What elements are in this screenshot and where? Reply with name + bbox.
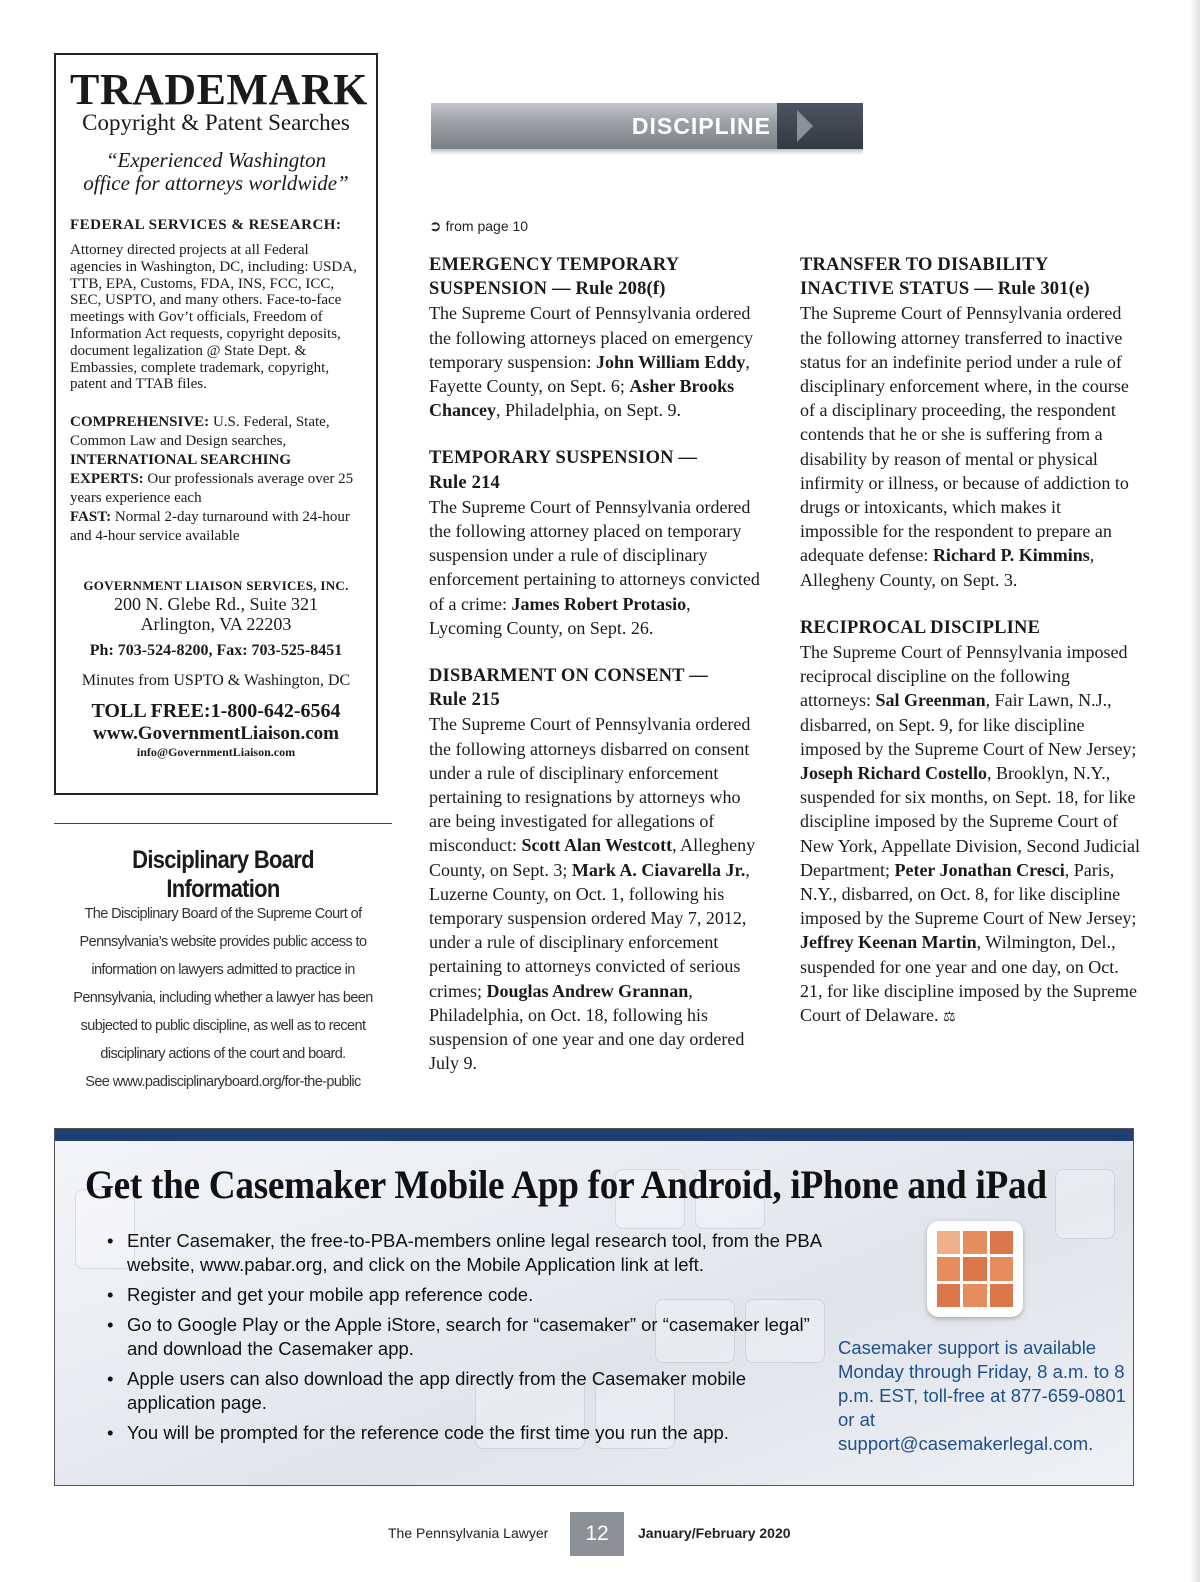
- list-item: • Apple users can also download the app directly from the Casemaker mobile application page.: [105, 1367, 825, 1415]
- reciprocal-heading: RECIPROCAL DISCIPLINE: [800, 617, 1041, 638]
- from-page-text: from page 10: [445, 218, 529, 234]
- temporary-head-text: TEMPORARY SUSPENSION —: [429, 448, 698, 469]
- discipline-banner: [431, 97, 863, 155]
- footer-issue: January/February 2020: [638, 1525, 791, 1541]
- attorney-name: John William Eddy: [595, 351, 746, 372]
- ad-phone: Ph: 703-524-8200, Fax: 703-525-8451: [89, 642, 343, 660]
- disciplinary-board-body: The Disciplinary Board of the Supreme Court of Pennsylvania’s website provides public access to information on lawyers admitted to practice in Pennsylvania, including whether a lawyer has been subjected to public discipline, as well as to recent disciplinary actions of the court and board.: [73, 906, 373, 1062]
- body-text: , Philadelphia, on Sept. 9.: [496, 400, 681, 421]
- ad-top-bar: [55, 1129, 1133, 1141]
- disciplinary-board-title: Disciplinary Board Information: [132, 846, 314, 903]
- attorney-name: Scott Alan Westcott: [521, 835, 673, 856]
- list-item: • Go to Google Play or the Apple iStore, search for “casemaker” or “casemaker legal” and download the Casemaker app.: [105, 1313, 825, 1361]
- transfer-body: [800, 301, 1140, 591]
- ad-international-label: INTERNATIONAL SEARCHING EXPERTS:: [70, 452, 292, 488]
- ad-company-name: GOVERNMENT LIAISON SERVICES, INC.: [83, 578, 349, 594]
- ad-toll-free: TOLL FREE:1-800-642-6564: [91, 700, 341, 723]
- body-text: , Philadelphia, on Oct. 18, following his suspension of one year and one day ordered July 9.: [429, 980, 745, 1074]
- body-text: The Supreme Court of Pennsylvania ordered the following attorneys placed on emergency temporary suspension:: [429, 303, 754, 372]
- emergency-body: [429, 301, 765, 422]
- left-divider: [54, 823, 392, 824]
- body-text: The Supreme Court of Pennsylvania ordered the following attorney transferred to inactive status for an indefinite period under a rule of disciplinary enforcement where, in the course of a disciplinary proceeding, the respondent contends that he or she is suffering from a disability by reason of mental or physical infirmity or illness, or because of addiction to drugs or intoxicants, which makes it impossible for the respondent to prepare an adequate defense:: [800, 303, 1129, 566]
- scales-end-icon: ⚖: [942, 1010, 956, 1026]
- casemaker-support-text: Casemaker support is available Monday through Friday, 8 a.m. to 8 p.m. EST, toll-free at 877-659-0801 or at support@casemakerlegal.com.: [838, 1337, 1126, 1454]
- ad-fast-label: FAST:: [70, 509, 112, 526]
- disbarment-head-text: DISBARMENT ON CONSENT —: [429, 666, 708, 687]
- body-text: , Allegheny County, on Sept. 3;: [429, 835, 756, 880]
- list-item: • You will be prompted for the reference code the first time you run the app.: [105, 1421, 825, 1445]
- disbarment-heading: [429, 664, 765, 712]
- banner-shadow: [431, 149, 863, 155]
- ad-federal-heading: FEDERAL SERVICES & RESEARCH:: [70, 217, 342, 233]
- ad-minutes: Minutes from USPTO & Washington, DC: [81, 672, 351, 690]
- page-edge-shadow: [1190, 0, 1200, 1582]
- footer-publication: The Pennsylvania Lawyer: [388, 1525, 549, 1541]
- emergency-head-text: EMERGENCY TEMPORARY SUSPENSION: [429, 255, 679, 300]
- ad-federal-text: Attorney directed projects at all Federal agencies in Washington, DC, including: USDA, TTB, EPA, Customs, FDA, INS, FCC, ICC, SEC, USPTO, and many others. Face-to-face meetings with Gov’t officials, Freedom of Information Act requests, copyright deposits, document legalization @ State Dept. & Embassies, complete trademark, copyright, patent and TTAB files.: [70, 242, 357, 393]
- body-text: , Paris, N.Y., disbarred, on Oct. 8, for like discipline imposed by the Supreme Court of New Jersey;: [800, 859, 1137, 929]
- banner-tail: [777, 103, 863, 149]
- attorney-name: James Robert Protasio: [511, 593, 687, 614]
- attorney-name: Richard P. Kimmins: [932, 545, 1090, 566]
- continued-from: [429, 217, 528, 235]
- body-text: The Supreme Court of Pennsylvania ordered the following attorney placed on temporary suspension under a rule of disciplinary enforcement pertaining to attorneys convicted of a crime:: [429, 496, 760, 614]
- article-column-right: [800, 253, 1140, 1030]
- ad-address-line2: Arlington, VA 22203: [140, 614, 292, 635]
- ad-title: TRADEMARK: [70, 65, 368, 114]
- temporary-heading: [429, 446, 765, 494]
- emergency-rule: — Rule 208(f): [552, 279, 666, 300]
- body-text: , Wilmington, Del., suspended for one year and one day, on Oct. 21, for like discipline imposed by the Supreme Court of Delaware.: [800, 932, 1137, 1026]
- transfer-head-text: TRANSFER TO DISABILITY INACTIVE STATUS: [800, 255, 1048, 300]
- ad-services-list: [70, 413, 362, 546]
- banner-title: DISCIPLINE: [631, 113, 771, 139]
- body-text: The Supreme Court of Pennsylvania ordered the following attorneys disbarred on consent under a rule of disciplinary enforcement pertaining to resignations by attorneys who are being investigated for allegations of misconduct:: [429, 714, 751, 856]
- attorney-name: Mark A. Ciavarella Jr.: [571, 859, 746, 880]
- keyboard-key-decor: [1055, 1169, 1115, 1239]
- disciplinary-board-link[interactable]: See www.padisciplinaryboard.org/for-the-public: [85, 1074, 361, 1090]
- curved-arrow-icon: ➲: [429, 218, 442, 235]
- attorney-name: Asher Brooks Chancey: [429, 376, 735, 421]
- list-item: • Enter Casemaker, the free-to-PBA-members online legal research tool, from the PBA website, www.pabar.org, and click on the Mobile Application link at left.: [105, 1229, 825, 1277]
- body-text: , Fayette County, on Sept. 6;: [429, 351, 750, 397]
- footer-page-number: 12: [570, 1512, 624, 1556]
- body-text: , Fair Lawn, N.J., disbarred, on Sept. 9, for like discipline imposed by the Supreme Court of New Jersey;: [800, 690, 1137, 759]
- trademark-ad: [54, 53, 378, 795]
- emergency-heading: [429, 253, 765, 301]
- casemaker-app-icon: [927, 1221, 1023, 1317]
- chevron-right-icon: [797, 110, 813, 142]
- attorney-name: Douglas Andrew Grannan: [486, 980, 689, 1001]
- ad-email-link[interactable]: info@GovernmentLiaison.com: [136, 745, 296, 760]
- attorney-name: Jeffrey Keenan Martin: [800, 932, 977, 953]
- ad-subtitle: Copyright & Patent Searches: [82, 110, 350, 135]
- attorney-name: Joseph Richard Costello: [800, 763, 988, 784]
- transfer-heading: [800, 253, 1140, 301]
- disbarment-rule: Rule 215: [429, 690, 500, 711]
- reciprocal-body: [800, 640, 1140, 1030]
- casemaker-ad: [54, 1128, 1134, 1486]
- body-text: The Supreme Court of Pennsylvania imposed reciprocal discipline on the following attorneys:: [800, 642, 1128, 711]
- body-text: , Lycoming County, on Sept. 26.: [429, 593, 691, 638]
- ad-fast-text: Normal 2-day turnaround with 24-hour and 4-hour service available: [70, 509, 350, 545]
- transfer-rule: — Rule 301(e): [974, 279, 1090, 300]
- ad-comprehensive-text: U.S. Federal, State, Common Law and Design searches,: [70, 414, 330, 450]
- ad-website-link[interactable]: www.GovernmentLiaison.com: [93, 723, 339, 745]
- attorney-name: Peter Jonathan Cresci: [894, 859, 1065, 880]
- article-column-middle: [429, 253, 765, 1076]
- ad-quote: “Experienced Washington office for attorneys worldwide”: [83, 148, 349, 195]
- attorney-name: Sal Greenman: [875, 690, 986, 711]
- casemaker-title: Get the Casemaker Mobile App for Android, iPhone and iPad: [85, 1162, 1047, 1207]
- ad-international-text: Our professionals average over 25 years experience each: [70, 471, 354, 507]
- ad-comprehensive-label: COMPREHENSIVE:: [70, 414, 210, 431]
- disciplinary-board-text: [64, 900, 382, 1096]
- disbarment-body: [429, 712, 765, 1075]
- ad-address-line1: 200 N. Glebe Rd., Suite 321: [114, 594, 318, 615]
- list-item: • Register and get your mobile app reference code.: [105, 1283, 825, 1307]
- temporary-body: [429, 495, 765, 640]
- body-text: , Brooklyn, N.Y., suspended for six months, on Sept. 18, for like discipline imposed by the Supreme Court of New York, Appellate Division, Second Judicial Department;: [800, 763, 1140, 880]
- casemaker-steps: [105, 1229, 825, 1451]
- body-text: , Luzerne County, on Oct. 1, following his temporary suspension ordered May 7, 2012, under a rule of disciplinary enforcement pertaining to attorneys convicted of serious crimes;: [429, 859, 750, 1001]
- body-text: , Allegheny County, on Sept. 3.: [800, 545, 1095, 590]
- temporary-rule: Rule 214: [429, 472, 500, 493]
